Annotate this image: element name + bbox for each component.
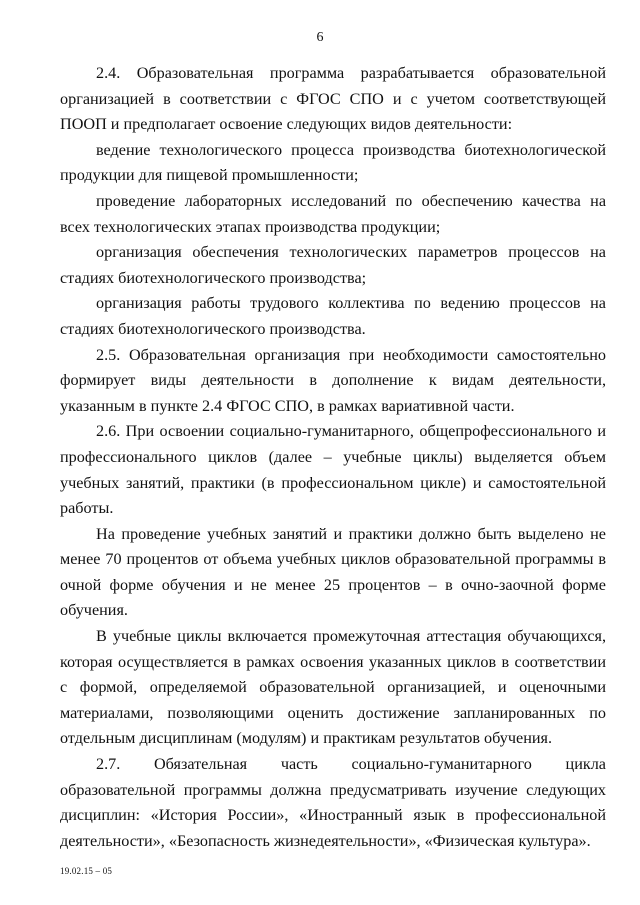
paragraph-volume: На проведение учебных занятий и практики должно быть выделено не менее 70 процентов от объема учебных циклов образовательной программы в очной форме обучения и не менее 25 процентов – в очно-заочной форме обучения. [60,524,606,620]
paragraph-attestation: В учебные циклы включается промежуточная аттестация обучающихся, которая осуществляется в рамках освоения указанных циклов в соответствии с формой, определяемой образовательной организацией, и оценочными материалами, позволяющими оценить достижение запланированных по отдельным дисциплинам (модулям) и практикам результатов обучения. [60,627,606,748]
paragraph-2-7: 2.7. Обязательная часть социально-гуманитарного цикла образовательной программы должна предусматривать изучение следующих дисциплин: «История России», «Иностранный язык в профессиональной деятельности», «Безопасность жизнедеятельности», «Физическая культура». [60,755,606,850]
paragraph-2-6: 2.6. При освоении социально-гуманитарного, общепрофессионального и профессионального циклов (далее – учебные циклы) выделяется объем учебных занятий, практики (в профессиональном цикле) и самостоятельной работы. [60,422,606,518]
paragraph-2-4: 2.4. Образовательная программа разрабатывается образовательной организацией в соответствии с ФГОС СПО и с учетом соответствующей ПООП и предполагает освоение следующих видов деятельности: [60,64,606,134]
paragraph-activity-3: организация обеспечения технологических параметров процессов на стадиях биотехнологического производства; [60,243,606,287]
paragraph-activity-4: организация работы трудового коллектива по ведению процессов на стадиях биотехнологического производства. [60,294,606,338]
page-number: 6 [316,30,324,45]
paragraph-activity-2: проведение лабораторных исследований по обеспечению качества на всех технологических этапах производства продукции; [60,191,606,236]
paragraph-2-5: 2.5. Образовательная организация при необходимости самостоятельно формирует виды деятельности в дополнение к видам деятельности, указанным в пункте 2.4 ФГОС СПО, в рамках вариативной части. [60,345,606,415]
document-body [60,61,606,854]
footer-code: 19.02.15 – 05 [60,866,113,876]
paragraph-activity-1: ведение технологического процесса производства биотехнологической продукции для пищевой промышленности; [60,140,606,185]
